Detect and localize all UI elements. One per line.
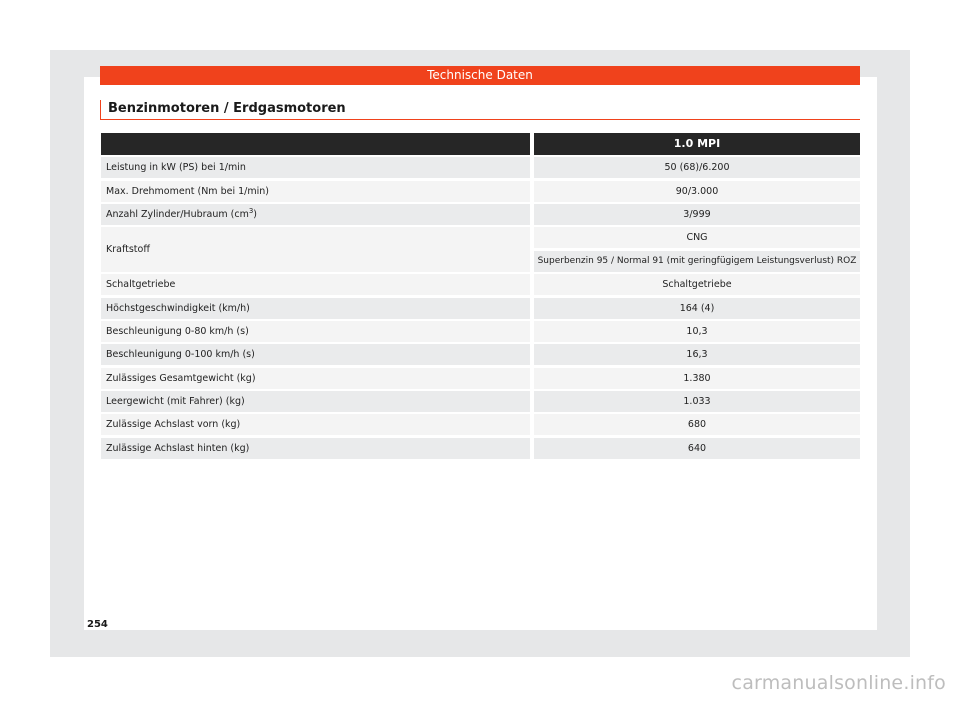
table-row (101, 181, 860, 202)
row-value: CNG (534, 227, 860, 248)
table-row (101, 391, 860, 412)
row-value-group (534, 227, 860, 272)
row-label: Zulässiges Gesamtgewicht (kg) (101, 368, 530, 389)
row-value: 640 (534, 438, 860, 459)
row-label: Höchstgeschwindigkeit (km/h) (101, 298, 530, 319)
table-row (101, 368, 860, 389)
row-value: 1.033 (534, 391, 860, 412)
table-row (101, 298, 860, 319)
row-label: Anzahl Zylinder/Hubraum $(cm^3)$ (101, 204, 530, 225)
row-label: Schaltgetriebe (101, 274, 530, 295)
row-label: Beschleunigung 0-80 km/h (s) (101, 321, 530, 342)
table-column-header: 1.0 MPI (534, 133, 860, 155)
table-row (101, 438, 860, 459)
table-row (101, 414, 860, 435)
row-label: Leergewicht (mit Fahrer) (kg) (101, 391, 530, 412)
row-value: 90/3.000 (534, 181, 860, 202)
row-value: 164 (4) (534, 298, 860, 319)
row-value: Schaltgetriebe (534, 274, 860, 295)
row-value: 3/999 (534, 204, 860, 225)
row-value-secondary: Superbenzin 95 / Normal 91 (mit geringfügigem Leistungsverlust) ROZ (534, 251, 860, 272)
row-value: 10,3 (534, 321, 860, 342)
table-row-fuel (101, 227, 860, 272)
table-row (101, 321, 860, 342)
row-value: 1.380 (534, 368, 860, 389)
table-header-empty-cell (101, 133, 530, 155)
row-label: Zulässige Achslast hinten (kg) (101, 438, 530, 459)
row-label: Leistung in kW (PS) bei 1/min (101, 157, 530, 178)
table-row (101, 274, 860, 295)
table-row (101, 344, 860, 365)
row-value: 680 (534, 414, 860, 435)
row-label: Beschleunigung 0-100 km/h (s) (101, 344, 530, 365)
page-number: 254 (87, 619, 108, 630)
table-row (101, 157, 860, 178)
table-row (101, 204, 860, 225)
row-label: Zulässige Achslast vorn (kg) (101, 414, 530, 435)
table-header-row (101, 133, 860, 155)
row-label: Max. Drehmoment (Nm bei 1/min) (101, 181, 530, 202)
technical-data-table (101, 133, 860, 461)
row-value: 16,3 (534, 344, 860, 365)
row-label: Kraftstoff (101, 227, 530, 272)
section-heading (100, 100, 860, 120)
row-value: 50 (68)/6.200 (534, 157, 860, 178)
section-title: Benzinmotoren / Erdgasmotoren (108, 101, 346, 116)
watermark: carmanualsonline.info (731, 672, 946, 694)
chapter-header: Technische Daten (100, 66, 860, 85)
